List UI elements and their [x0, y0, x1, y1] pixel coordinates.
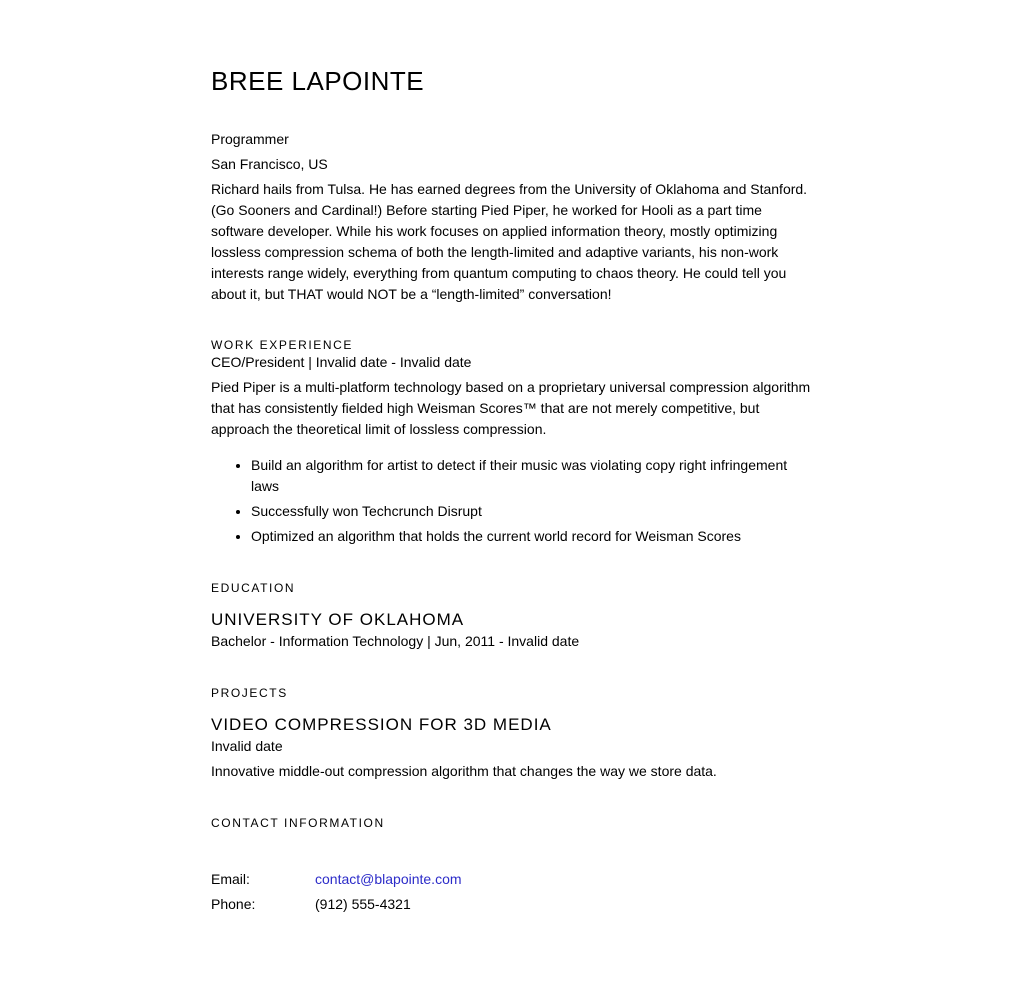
work-experience-heading: WORK EXPERIENCE — [211, 338, 354, 352]
contact-row-phone — [211, 894, 811, 915]
email-link[interactable]: contact@blapointe.com — [315, 871, 462, 887]
work-bullet-list — [211, 455, 811, 547]
section-education — [211, 581, 811, 652]
section-projects — [211, 686, 811, 782]
contact-heading: CONTACT INFORMATION — [211, 816, 385, 830]
project-title: VIDEO COMPRESSION FOR 3D MEDIA — [211, 715, 552, 734]
contact-row-email — [211, 869, 811, 890]
resume-summary: Richard hails from Tulsa. He has earned degrees from the University of Oklahoma and Stanford. (Go Sooners and Cardinal!) Before starting Pied Piper, he worked for Hooli as a part time software developer. While his work focuses on applied information theory, mostly optimizing lossless compression schema of both the length-limited and adaptive variants, his non-work interests range widely, everything from quantum computing to chaos theory. He could tell you about it, but THAT would NOT be a “length-limited” conversation! — [211, 181, 808, 302]
section-work-experience — [211, 338, 811, 547]
work-position-line: CEO/President | Invalid date - Invalid date — [211, 354, 472, 370]
resume-role: Programmer — [211, 131, 289, 147]
work-description: Pied Piper is a multi-platform technology based on a proprietary universal compression algorithm that has consistently fielded high Weisman Scores™ that are not merely competitive, but approach the theoretical limit of lossless compression. — [211, 379, 811, 437]
project-date: Invalid date — [211, 738, 283, 754]
project-description: Innovative middle-out compression algorithm that changes the way we store data. — [211, 763, 717, 779]
resume-content — [211, 0, 811, 915]
education-school: UNIVERSITY OF OKLAHOMA — [211, 610, 465, 629]
phone-label: Phone: — [211, 896, 256, 912]
section-contact — [211, 816, 811, 915]
resume-name: BREE LAPOINTE — [211, 66, 425, 96]
projects-heading: PROJECTS — [211, 686, 288, 700]
education-heading: EDUCATION — [211, 581, 296, 595]
resume-location: San Francisco, US — [211, 156, 328, 172]
work-bullet: • Successfully won Techcrunch Disrupt — [251, 501, 811, 522]
contact-rows — [211, 869, 811, 915]
work-bullet: • Optimized an algorithm that holds the current world record for Weisman Scores — [251, 526, 811, 547]
work-bullet: • Build an algorithm for artist to detect if their music was violating copy right infringement laws — [251, 455, 811, 497]
education-degree-line: Bachelor - Information Technology | Jun, 2011 - Invalid date — [211, 633, 580, 649]
phone-value: (912) 555-4321 — [315, 896, 411, 912]
email-label: Email: — [211, 871, 250, 887]
